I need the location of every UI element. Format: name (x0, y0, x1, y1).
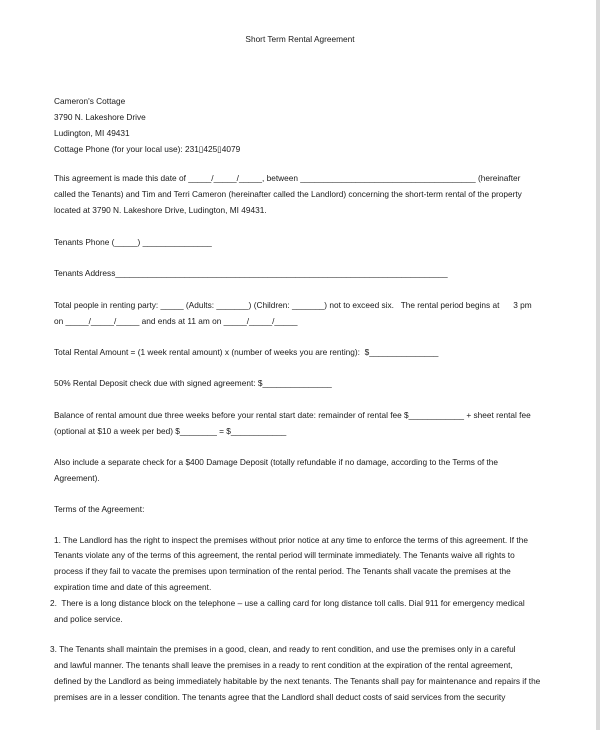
term-3-line: defined by the Landlord as being immediately habitable by the next tenants. The Tenants shall pay for maintenance and repairs if the (54, 676, 541, 686)
deposit-line: 50% Rental Deposit check due with signed agreement: $_______________ (54, 378, 332, 388)
term-1-line: process if they fail to vacate the premises upon termination of the rental period. The Tenants shall vacate the premises at the (54, 566, 511, 576)
party-line: on _____/_____/_____ and ends at 11 am on _____/_____/_____ (54, 316, 298, 326)
term-2-line: and police service. (54, 614, 123, 624)
intro-line: This agreement is made this date of _____/_____/_____, between ______________________________________ (hereinafter (54, 173, 521, 183)
property-name: Cameron's Cottage (54, 96, 126, 106)
total-rental-line: Total Rental Amount = (1 week rental amount) x (number of weeks you are renting): $_______________ (54, 347, 439, 357)
cottage-phone: Cottage Phone (for your local use): 231▯425▯4079 (54, 144, 241, 154)
party-line: Total people in renting party: _____ (Adults: _______) (Children: _______) not to exceed six. The rental period begins at 3 pm (54, 300, 532, 310)
property-street: 3790 N. Lakeshore Drive (54, 112, 146, 122)
intro-line: called the Tenants) and Tim and Terri Cameron (hereinafter called the Landlord) concerning the short-term rental of the property (54, 189, 522, 199)
term-1-line: expiration time and date of this agreement. (54, 582, 212, 592)
damage-deposit-line: Also include a separate check for a $400 Damage Deposit (totally refundable if no damage, according to the Terms of the (54, 457, 498, 467)
term-3-line: premises are in a lesser condition. The tenants agree that the Landlord shall deduct costs of said services from the security (54, 692, 506, 702)
document-title: Short Term Rental Agreement (245, 34, 355, 44)
property-city: Ludington, MI 49431 (54, 128, 130, 138)
tenants-address-field: Tenants Address________________________________________________________________________ (54, 268, 448, 278)
term-1-line: Tenants violate any of the terms of this agreement, the rental period will terminate immediately. The Tenants waive all rights to (54, 550, 515, 560)
intro-line: located at 3790 N. Lakeshore Drive, Ludington, MI 49431. (54, 205, 267, 215)
term-2-line: 2. There is a long distance block on the telephone – use a calling card for long distance toll calls. Dial 911 for emergency medical (50, 598, 525, 608)
tenants-phone-field: Tenants Phone (_____) _______________ (54, 237, 212, 247)
term-1-line: 1. The Landlord has the right to inspect the premises without prior notice at any time to enforce the terms of this agreement. If the (54, 535, 528, 545)
damage-deposit-line: Agreement). (54, 473, 100, 483)
balance-line: (optional at $10 a week per bed) $________ = $____________ (54, 426, 287, 436)
page-edge (596, 0, 600, 730)
terms-heading: Terms of the Agreement: (54, 504, 145, 514)
term-3-line: 3. The Tenants shall maintain the premises in a good, clean, and ready to rent condition, and use the premises only in a careful (50, 644, 516, 654)
term-3-line: and lawful manner. The tenants shall leave the premises in a ready to rent condition at the expiration of the rental agreement, (54, 660, 513, 670)
balance-line: Balance of rental amount due three weeks before your rental start date: remainder of rental fee $____________ + sheet rental fee (54, 410, 531, 420)
